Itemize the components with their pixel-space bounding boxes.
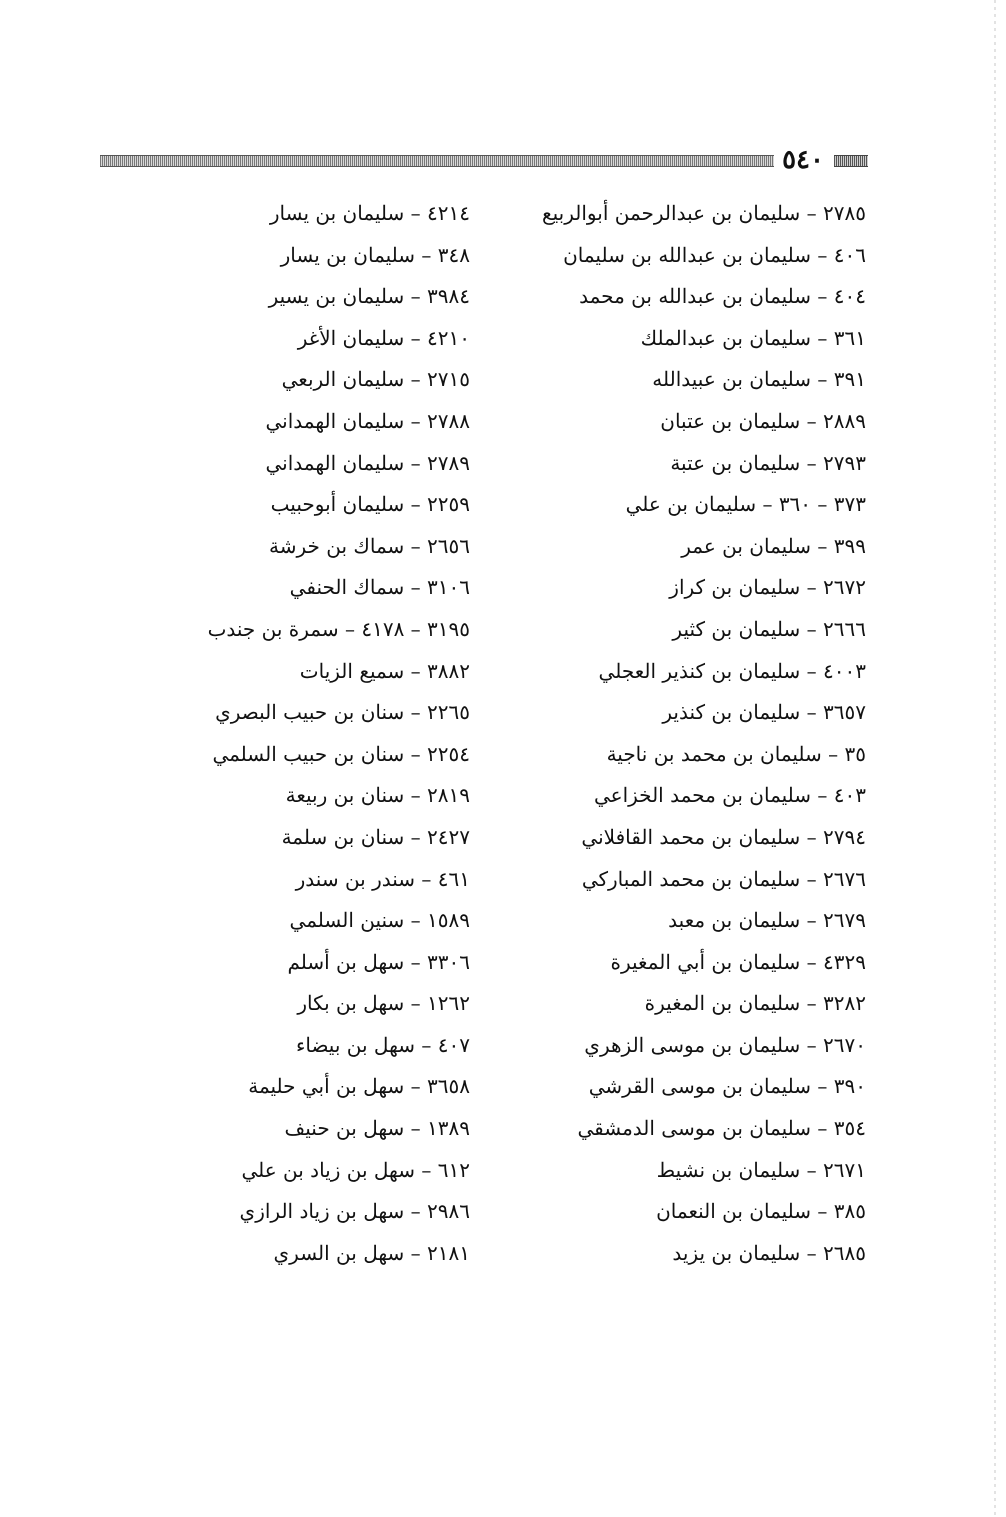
index-entry: ٢٨١٩ – سنان بن ربيعة [285, 783, 470, 808]
index-entry: ٤٠٧ – سهل بن بيضاء [295, 1032, 470, 1057]
index-entry: ٤٦١ – سندر بن سندر [295, 866, 470, 891]
index-column-left [110, 193, 470, 1274]
index-entry: ٢٨٨٩ – سليمان بن عتبان [660, 408, 866, 433]
index-entry: ٢٢٥٩ – سليمان أبوحبيب [270, 492, 470, 517]
index-entry: ٤٠٦ – سليمان بن عبدالله بن سليمان [563, 242, 866, 267]
index-column-right [506, 193, 866, 1274]
index-entry: ٢٦٧٠ – سليمان بن موسى الزهري [584, 1032, 866, 1057]
index-entry: ٢٦٧١ – سليمان بن نشيط [656, 1157, 866, 1182]
index-entry: ٣٦٥٨ – سهل بن أبي حليمة [248, 1074, 470, 1099]
index-entry: ٢٧٩٤ – سليمان بن محمد القافلاني [581, 824, 866, 849]
decorative-header-rule [100, 155, 774, 167]
index-entry: ٣٢٨٢ – سليمان بن المغيرة [644, 991, 866, 1016]
index-entry: ٣٩٠ – سليمان بن موسى القرشي [588, 1074, 866, 1099]
index-entry: ٢٧١٥ – سليمان الربعي [281, 367, 470, 392]
index-entry: ٣٣٠٦ – سهل بن أسلم [287, 949, 470, 974]
index-entry: ٢٦٧٢ – سليمان بن كراز [669, 575, 866, 600]
index-entry: ٢٩٨٦ – سهل بن زياد الرازي [239, 1199, 470, 1224]
decorative-header-rule-end [834, 155, 868, 167]
index-entry: ٢٧٨٩ – سليمان الهمداني [265, 450, 470, 475]
index-entry: ٢٦٧٩ – سليمان بن معبد [668, 908, 866, 933]
index-entry: ٣٤٨ – سليمان بن يسار [280, 242, 470, 267]
index-entry: ٣١٠٦ – سماك الحنفي [289, 575, 470, 600]
index-entry: ٢٤٢٧ – سنان بن سلمة [281, 824, 470, 849]
index-entry: ٣٩١ – سليمان بن عبيدالله [652, 367, 866, 392]
index-entry: ٣٦٥٧ – سليمان بن كنذير [662, 700, 866, 725]
index-entry: ٣٨٨٢ – سميع الزيات [299, 658, 470, 683]
index-entry: ٢٦٨٥ – سليمان بن يزيد [672, 1240, 866, 1265]
index-entry: ٢٧٨٥ – سليمان بن عبدالرحمن أبوالربيع [542, 201, 866, 225]
index-entry: ٢٧٨٨ – سليمان الهمداني [265, 408, 470, 433]
index-entry: ٣٦١ – سليمان بن عبدالملك [640, 325, 866, 350]
index-entry: ٣٥ – سليمان بن محمد بن ناجية [606, 741, 866, 766]
index-entry: ٣٧٣ – ٣٦٠ – سليمان بن علي [625, 492, 866, 517]
index-entry: ١٢٦٢ – سهل بن بكار [297, 991, 470, 1016]
index-entry: ٣١٩٥ – ٤١٧٨ – سمرة بن جندب [207, 616, 470, 641]
scan-edge-artifact [994, 0, 996, 1517]
index-entry: ٣٩٨٤ – سليمان بن يسير [268, 284, 470, 309]
index-entry: ٣٨٥ – سليمان بن النعمان [656, 1199, 866, 1224]
index-entry: ٢٢٦٥ – سنان بن حبيب البصري [215, 700, 470, 725]
index-entry: ٢٢٥٤ – سنان بن حبيب السلمي [212, 741, 470, 766]
index-entry: ٤٠٣ – سليمان بن محمد الخزاعي [593, 783, 866, 808]
index-entry: ١٥٨٩ – سنين السلمي [289, 908, 470, 933]
index-entry: ١٣٨٩ – سهل بن حنيف [284, 1116, 470, 1141]
index-entry: ٤٢١٤ – سليمان بن يسار [269, 201, 470, 225]
index-entry: ٤٢١٠ – سليمان الأغر [297, 325, 470, 350]
page-header [100, 143, 868, 177]
index-entry: ٣٥٤ – سليمان بن موسى الدمشقي [577, 1116, 866, 1141]
index-entry: ٤٠٤ – سليمان بن عبدالله بن محمد [579, 284, 866, 309]
index-entry: ٢١٨١ – سهل بن السري [273, 1240, 470, 1265]
index-entry: ٦١٢ – سهل بن زياد بن علي [241, 1157, 470, 1182]
page-number: ٥٤٠ [778, 143, 828, 177]
index-entry: ٢٦٧٦ – سليمان بن محمد المباركي [581, 866, 866, 891]
index-entry: ٢٦٦٦ – سليمان بن كثير [672, 616, 866, 641]
index-entry: ٤٠٠٣ – سليمان بن كنذير العجلي [598, 658, 866, 683]
index-entry: ٣٩٩ – سليمان بن عمر [681, 533, 866, 558]
index-entry: ٢٦٥٦ – سماك بن خرشة [269, 533, 470, 558]
index-entry: ٢٧٩٣ – سليمان بن عتبة [670, 450, 866, 475]
index-entry: ٤٣٢٩ – سليمان بن أبي المغيرة [610, 949, 866, 974]
